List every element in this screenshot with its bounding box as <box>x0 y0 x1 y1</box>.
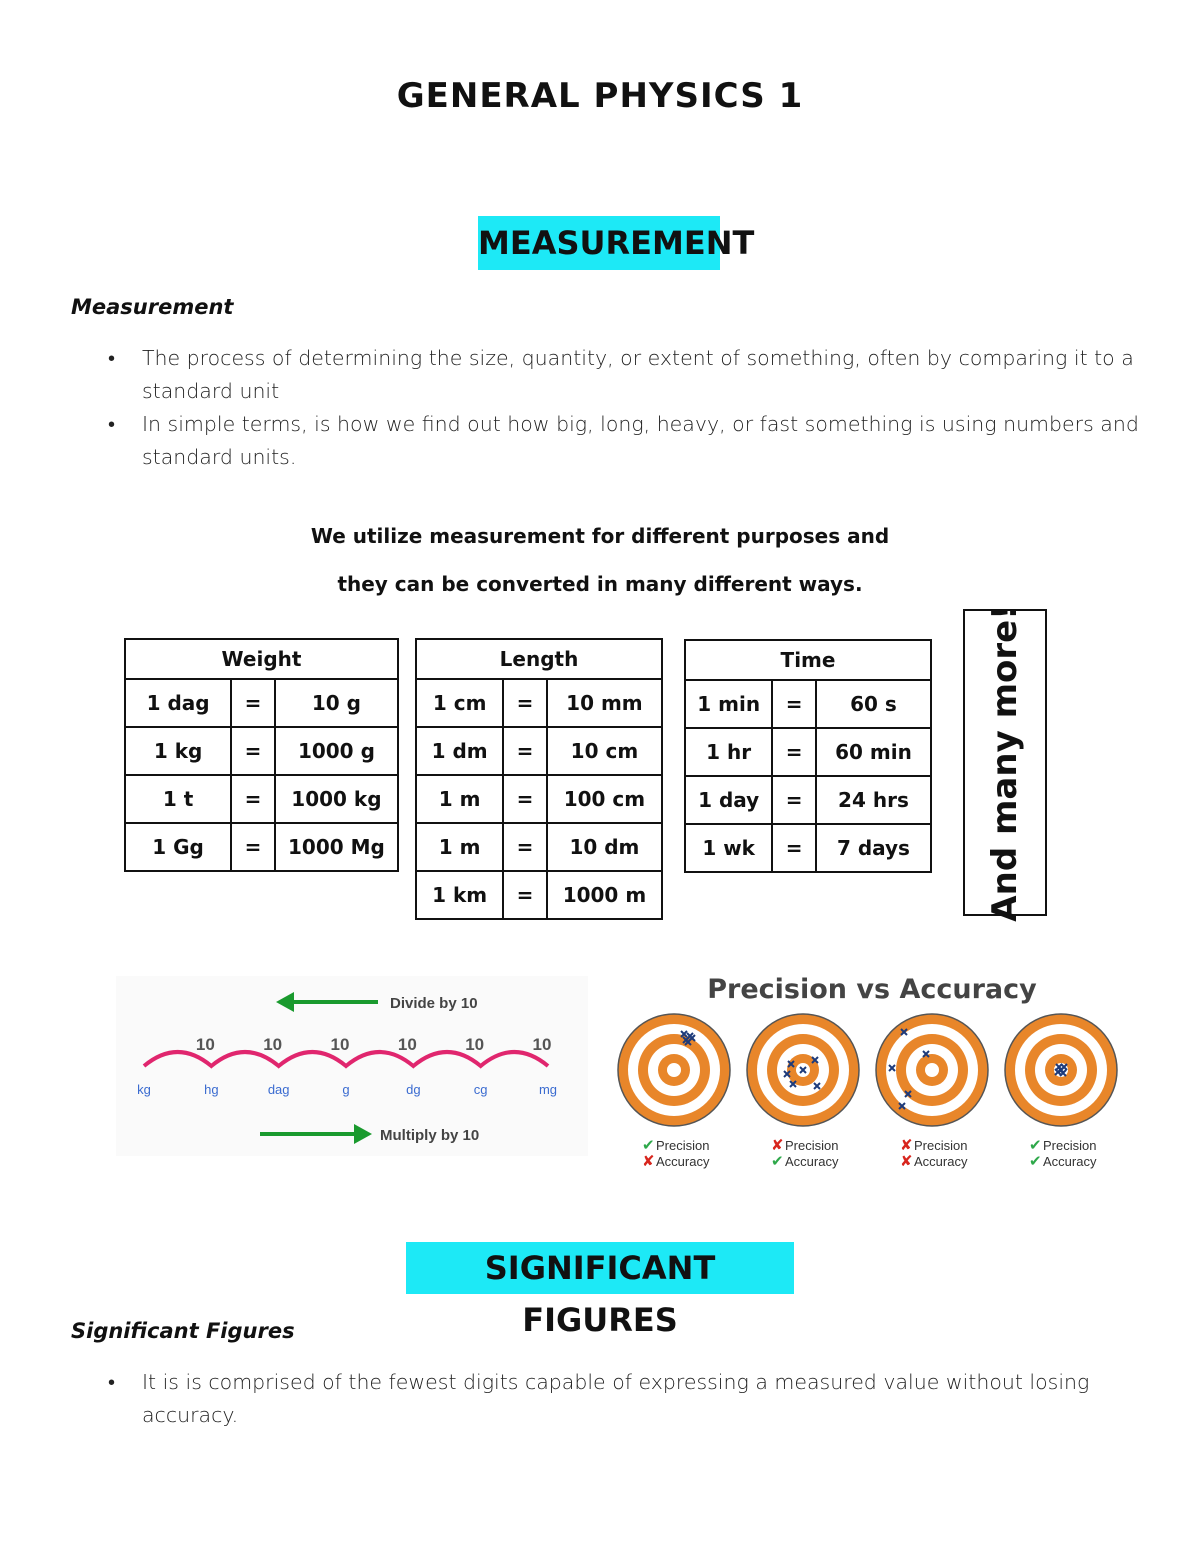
target-1 <box>618 1014 730 1170</box>
table-cell: 1 wk <box>685 824 772 872</box>
table-cell: 24 hrs <box>816 776 931 824</box>
table-cell: 1000 kg <box>275 775 398 823</box>
table-row <box>416 679 662 727</box>
table-cell: 10 dm <box>547 823 662 871</box>
subheading-measurement: Measurement <box>71 295 234 319</box>
table-cell: = <box>231 823 275 871</box>
cross-icon: ✘ <box>900 1136 913 1154</box>
table-cell: 1 day <box>685 776 772 824</box>
table-cell: 1 Gg <box>125 823 231 871</box>
table-cell: 1 cm <box>416 679 503 727</box>
cross-icon: ✘ <box>771 1136 784 1154</box>
target-ring <box>925 1063 939 1077</box>
check-icon: ✔ <box>771 1152 784 1170</box>
target-label: Precision <box>1043 1138 1097 1153</box>
divide-label: Divide by 10 <box>390 995 478 1012</box>
table-row <box>416 871 662 919</box>
table-row <box>125 727 398 775</box>
ladder-arcs <box>144 1052 548 1066</box>
table-cell: = <box>231 679 275 727</box>
target-2 <box>747 1014 859 1170</box>
precision-vs-accuracy-figure <box>606 970 1120 1176</box>
table-cell: 1 m <box>416 823 503 871</box>
table-cell: = <box>772 776 816 824</box>
list-item: • The process of determining the size, quantity, or extent of something, often by comparing it to a standard unit <box>72 342 1152 408</box>
time-table <box>684 639 932 873</box>
check-icon: ✔ <box>1029 1152 1042 1170</box>
table-cell: 60 s <box>816 680 931 728</box>
table-cell: 1 t <box>125 775 231 823</box>
table-cell: 100 cm <box>547 775 662 823</box>
document-title: GENERAL PHYSICS 1 <box>396 76 804 116</box>
ladder-unit: hg <box>204 1082 219 1097</box>
table-cell: = <box>231 775 275 823</box>
table-cell: = <box>772 728 816 776</box>
ladder-factor: 10 <box>195 1035 215 1054</box>
ladder-factor: 10 <box>330 1035 350 1054</box>
table-cell: = <box>503 871 547 919</box>
section-heading-significant-figures: SIGNIFICANT FIGURES <box>406 1242 794 1294</box>
length-header: Length <box>416 639 662 679</box>
target-ring <box>667 1063 681 1077</box>
ladder-factor: 10 <box>263 1035 283 1054</box>
table-row <box>416 727 662 775</box>
table-row <box>125 679 398 727</box>
table-cell: = <box>772 824 816 872</box>
table-row <box>416 775 662 823</box>
table-row <box>685 680 931 728</box>
target-label: Accuracy <box>1043 1154 1097 1169</box>
table-row <box>685 824 931 872</box>
table-cell: 1000 Mg <box>275 823 398 871</box>
table-cell: 1 dag <box>125 679 231 727</box>
table-cell: = <box>503 823 547 871</box>
table-cell: 1000 g <box>275 727 398 775</box>
list-item: • It is is comprised of the fewest digits capable of expressing a measured value without losing accuracy. <box>72 1366 1152 1432</box>
target-label: Precision <box>785 1138 839 1153</box>
target-label: Precision <box>914 1138 968 1153</box>
ladder-unit: mg <box>538 1082 558 1097</box>
purpose-line-2: they can be converted in many different ways. <box>337 572 863 596</box>
table-cell: = <box>231 727 275 775</box>
time-header: Time <box>685 640 931 680</box>
table-cell: = <box>503 679 547 727</box>
weight-table <box>124 638 399 872</box>
table-cell: 10 mm <box>547 679 662 727</box>
ladder-factor: 10 <box>532 1035 552 1054</box>
multiply-label: Multiply by 10 <box>380 1127 480 1144</box>
cross-icon: ✘ <box>900 1152 913 1170</box>
weight-header: Weight <box>125 639 398 679</box>
ladder-unit: dag <box>267 1082 290 1097</box>
list-item: • In simple terms, is how we find out how big, long, heavy, or fast something is using numbers and standard units. <box>72 408 1152 474</box>
and-more-box <box>963 603 1047 922</box>
cross-icon: ✘ <box>642 1152 655 1170</box>
ladder-unit: kg <box>137 1082 151 1097</box>
significant-bullet-list <box>72 1366 1152 1432</box>
multiply-arrow <box>260 1124 372 1144</box>
check-icon: ✔ <box>642 1136 655 1154</box>
table-cell: 1 m <box>416 775 503 823</box>
target-label: Accuracy <box>785 1154 839 1169</box>
table-cell: = <box>772 680 816 728</box>
target-label: Accuracy <box>914 1154 968 1169</box>
table-cell: 1 kg <box>125 727 231 775</box>
target-4 <box>1005 1014 1117 1170</box>
purpose-line-1: We utilize measurement for different purposes and <box>310 524 890 548</box>
target-label: Precision <box>656 1138 710 1153</box>
table-cell: 1 km <box>416 871 503 919</box>
subheading-significant-figures: Significant Figures <box>71 1319 295 1343</box>
table-cell: = <box>503 727 547 775</box>
table-cell: 1 dm <box>416 727 503 775</box>
and-more-text: And many more! <box>985 603 1025 922</box>
table-row <box>125 775 398 823</box>
table-cell: 1 hr <box>685 728 772 776</box>
check-icon: ✔ <box>1029 1136 1042 1154</box>
section-heading-measurement: MEASUREMENT <box>478 216 720 270</box>
table-row <box>125 823 398 871</box>
target-3 <box>876 1014 988 1170</box>
measurement-bullet-list <box>72 342 1152 474</box>
ladder-unit: cg <box>473 1082 488 1097</box>
ladder-factor: 10 <box>397 1035 417 1054</box>
target-label: Accuracy <box>656 1154 710 1169</box>
table-cell: = <box>503 775 547 823</box>
table-cell: 1000 m <box>547 871 662 919</box>
table-cell: 10 cm <box>547 727 662 775</box>
table-row <box>685 776 931 824</box>
divide-arrow <box>276 992 378 1012</box>
metric-prefix-ladder <box>116 976 588 1156</box>
length-table <box>415 638 663 920</box>
table-cell: 60 min <box>816 728 931 776</box>
table-row <box>685 728 931 776</box>
table-row <box>416 823 662 871</box>
ladder-factor: 10 <box>465 1035 485 1054</box>
ladder-unit: g <box>342 1082 350 1097</box>
table-cell: 10 g <box>275 679 398 727</box>
table-cell: 1 min <box>685 680 772 728</box>
ladder-unit: dg <box>406 1082 421 1097</box>
precision-accuracy-title: Precision vs Accuracy <box>707 974 1037 1005</box>
table-cell: 7 days <box>816 824 931 872</box>
